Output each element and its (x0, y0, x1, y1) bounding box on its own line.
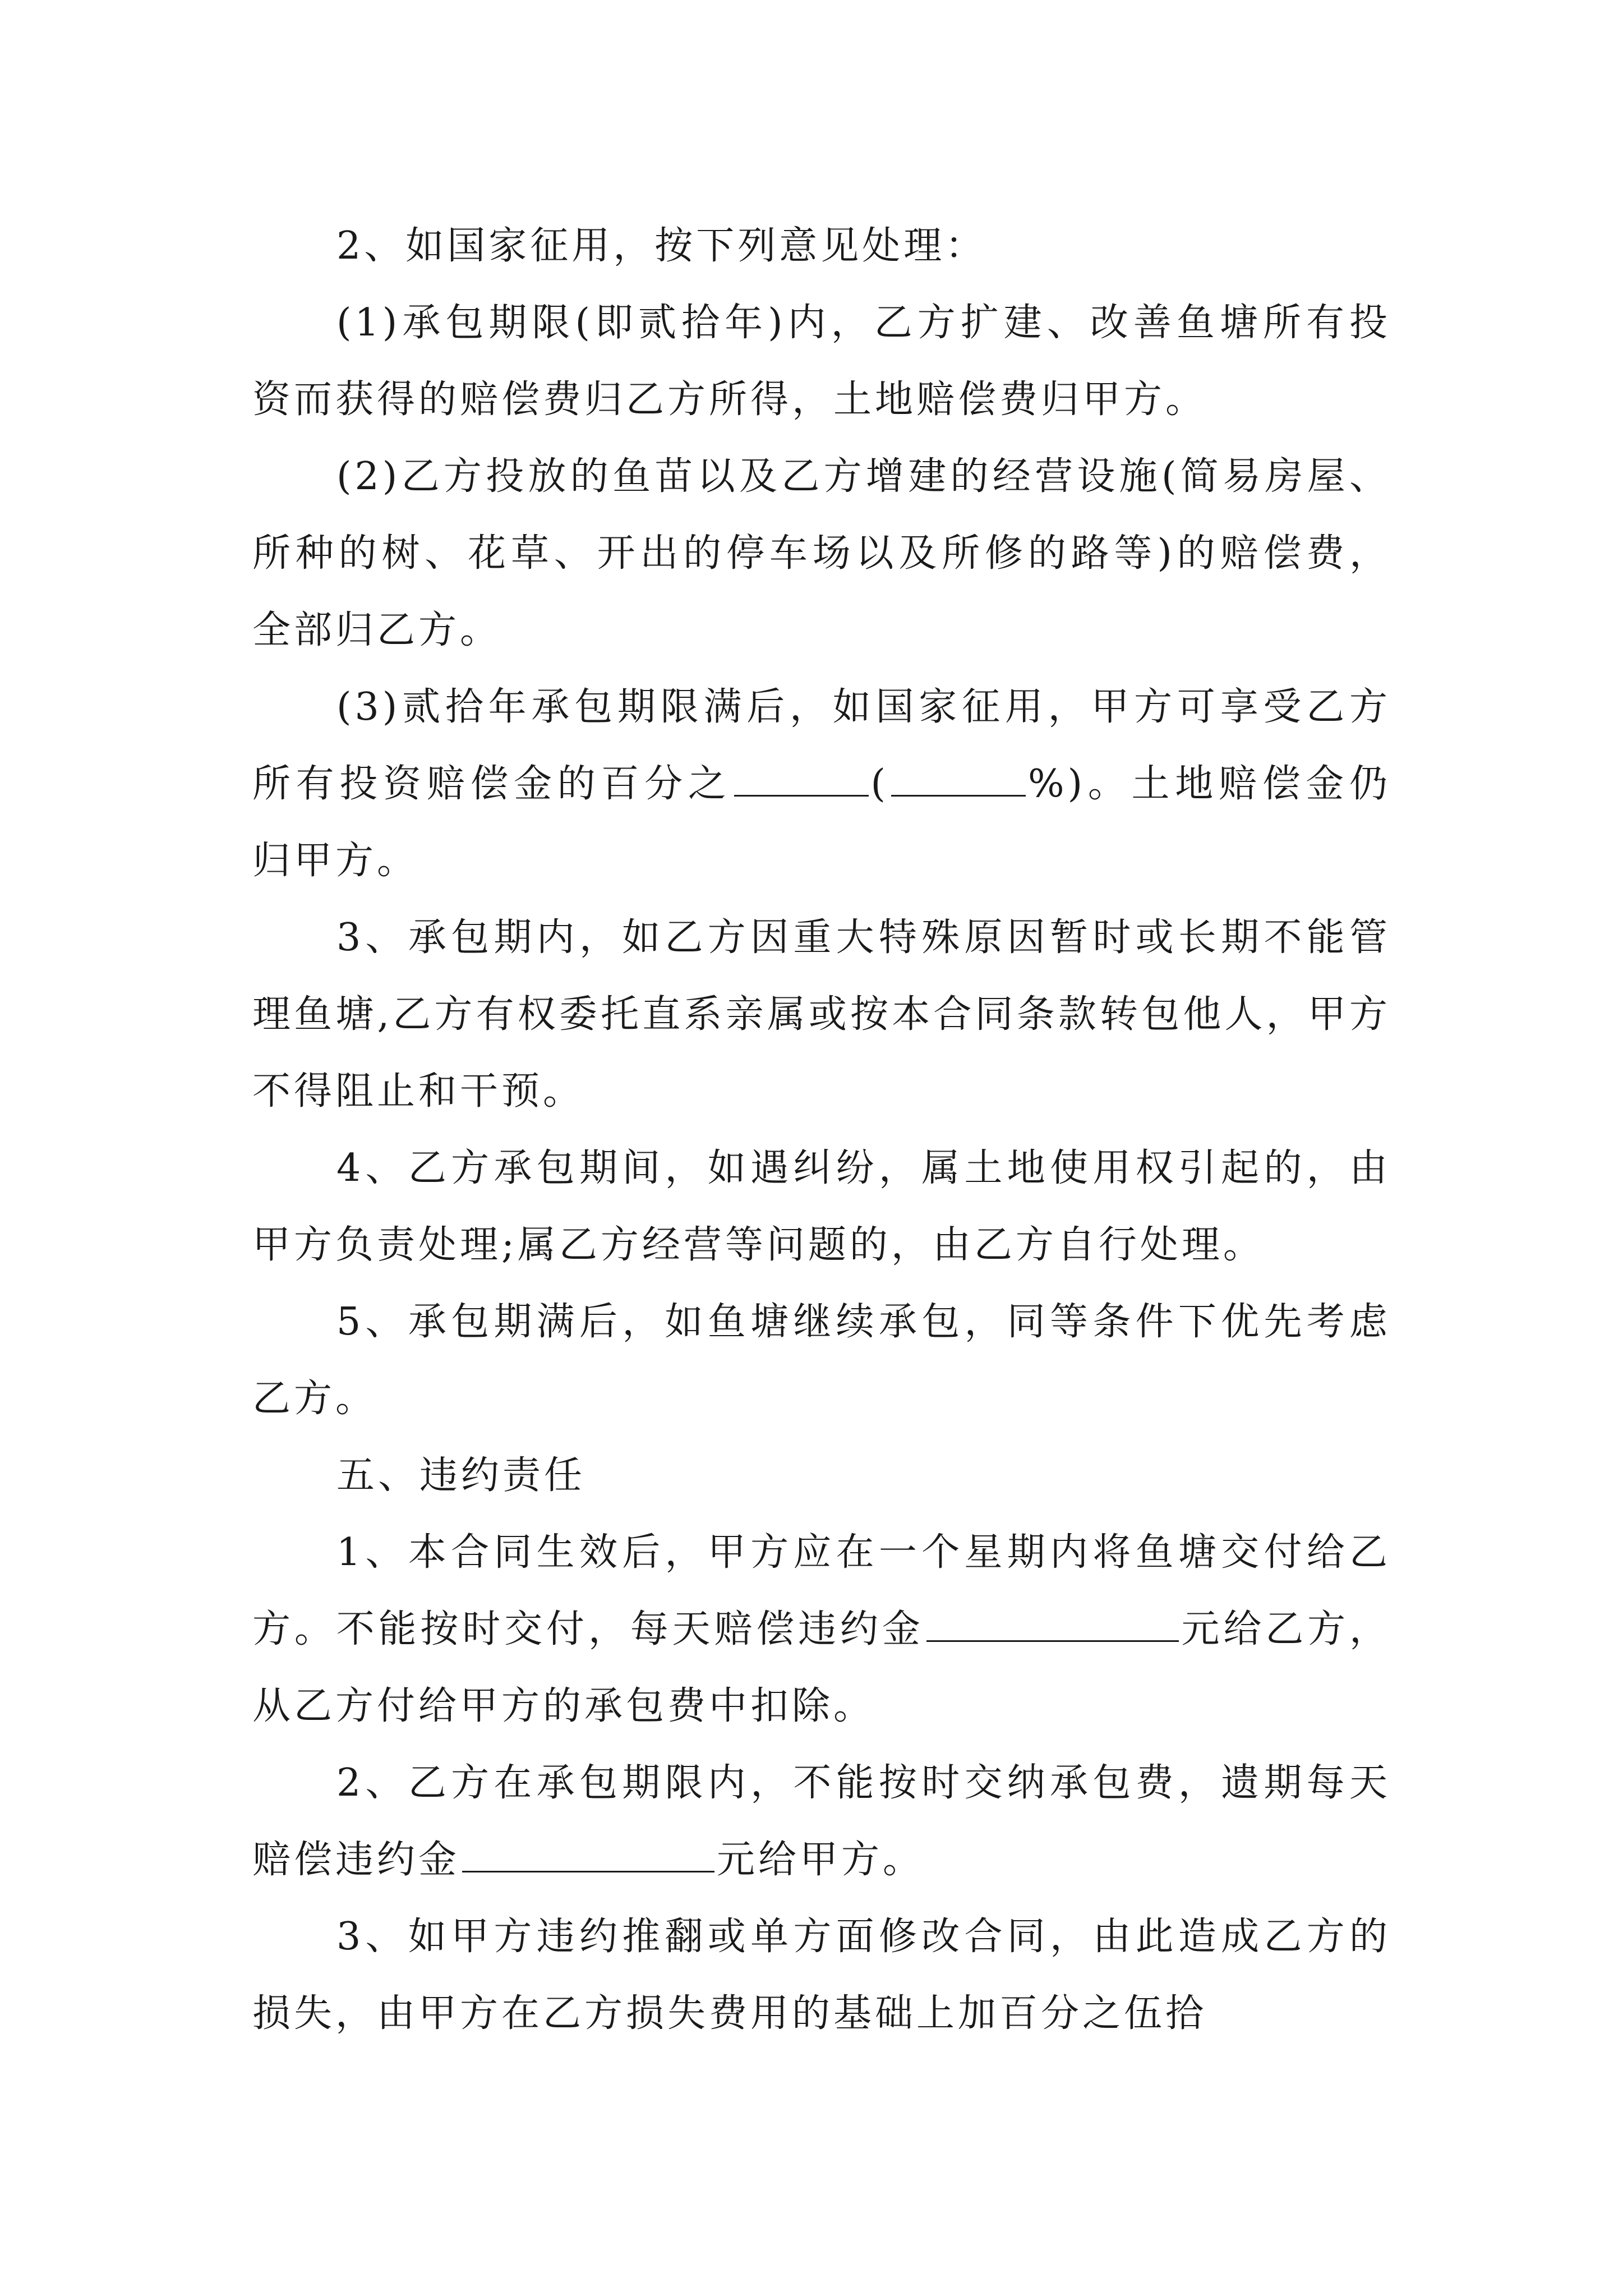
paragraph-text: (1)承包期限(即贰拾年)内，乙方扩建、改善鱼塘所有投资而获得的赔偿费归乙方所得，土地赔偿费归甲方。 (252, 301, 1391, 422)
fill-in-blank[interactable] (926, 1607, 1179, 1642)
paragraph-text: 2、如国家征用，按下列意见处理： (336, 224, 987, 268)
document-body (252, 208, 1391, 2052)
paragraph-item-3 (252, 669, 1391, 899)
paragraph-text: 3、承包期内，如乙方因重大特殊原因暂时或长期不能管理鱼塘,乙方有权委托直系亲属或按本合同条款转包他人，甲方不得阻止和干预。 (252, 915, 1391, 1114)
paragraph-text: 2、乙方在承包期限内，不能按时交纳承包费，遗期每天赔偿违约金 (252, 1761, 1391, 1882)
paragraph-breach-2 (252, 1745, 1391, 1898)
paragraph-breach-1 (252, 1514, 1391, 1745)
fill-in-blank[interactable] (891, 761, 1026, 797)
fill-in-blank[interactable] (734, 761, 869, 797)
heading-text: 五、违约责任 (336, 1453, 586, 1498)
paragraph-item-2 (252, 438, 1391, 669)
paragraph-item-1 (252, 284, 1391, 438)
paragraph-text: ( (870, 762, 889, 806)
paragraph-text: 5、承包期满后，如鱼塘继续承包，同等条件下优先考虑乙方。 (252, 1300, 1391, 1421)
section-heading-breach (252, 1437, 1391, 1514)
paragraph-clause-2 (252, 208, 1391, 284)
paragraph-text: 元给乙方，从乙方付给甲方的承包费中扣除。 (252, 1607, 1391, 1728)
fill-in-blank[interactable] (462, 1837, 714, 1872)
paragraph-text: (3)贰拾年承包期限满后，如国家征用，甲方可享受乙方所有投资赔偿金的百分之 (252, 685, 1391, 806)
paragraph-text: 3、如甲方违约推翻或单方面修改合同，由此造成乙方的损失，由甲方在乙方损失费用的基础上加百分之伍拾 (252, 1915, 1391, 2036)
paragraph-breach-3 (252, 1898, 1391, 2052)
paragraph-text: %)。土地赔偿金仍归甲方。 (252, 762, 1391, 883)
paragraph-text: (2)乙方投放的鱼苗以及乙方增建的经营设施(简易房屋、所种的树、花草、开出的停车场以及所修的路等)的赔偿费，全部归乙方。 (252, 454, 1391, 652)
paragraph-clause-5 (252, 1283, 1391, 1437)
paragraph-clause-3 (252, 899, 1391, 1130)
paragraph-text: 元给甲方。 (717, 1838, 925, 1882)
paragraph-text: 4、乙方承包期间，如遇纠纷，属土地使用权引起的，由甲方负责处理;属乙方经营等问题的，由乙方自行处理。 (252, 1146, 1391, 1267)
paragraph-clause-4 (252, 1130, 1391, 1283)
paragraph-text: 1、本合同生效后，甲方应在一个星期内将鱼塘交付给乙方。不能按时交付，每天赔偿违约金 (252, 1530, 1391, 1651)
